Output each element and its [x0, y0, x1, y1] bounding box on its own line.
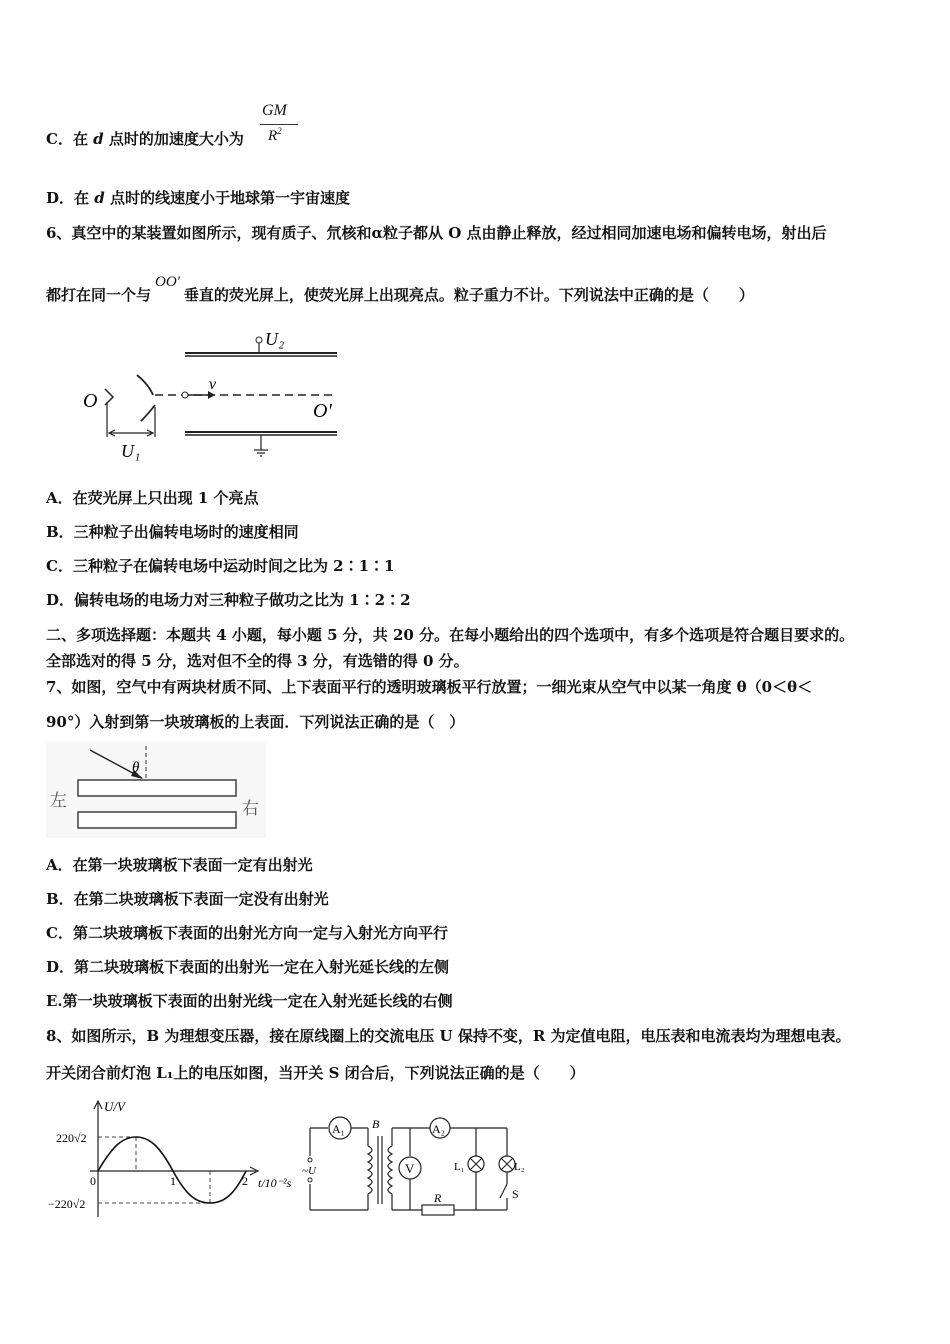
- q7-option-e: E.第一块玻璃板下表面的出射光线一定在入射光延长线的右侧: [46, 992, 453, 1010]
- peak-negative-label: −220√2: [48, 1197, 86, 1211]
- source-terminal-top: [308, 1158, 312, 1162]
- q6-stem-line2: 都打在同一个与OO'垂直的荧光屏上，使荧光屏上出现亮点。粒子重力不计。下列说法中正确的是（ ）: [46, 274, 754, 304]
- fraction-denominator: $R^2$: [268, 126, 282, 144]
- right-label: 右: [242, 799, 259, 818]
- u2-terminal: [256, 337, 262, 343]
- particle: [182, 392, 188, 398]
- v-meter-label: V: [405, 1161, 415, 1176]
- s-label: S: [512, 1187, 519, 1201]
- oo-prime-label: OO': [155, 274, 180, 290]
- source-bracket: [105, 389, 113, 405]
- a1-label: A₁: [332, 1122, 345, 1136]
- a2-label: A₂: [432, 1122, 445, 1136]
- secondary-coil: [388, 1146, 392, 1194]
- sine-wave: [98, 1137, 246, 1203]
- q6-stem-line1: 6、真空中的某装置如图所示，现有质子、氘核和α粒子都从 O 点由静止释放，经过相同加速电场和偏转电场，射出后: [46, 224, 827, 242]
- x-axis-label: t/10⁻²s: [258, 1176, 291, 1190]
- q6-accelerator-figure: [75, 325, 345, 470]
- theta-label: θ: [132, 760, 140, 776]
- q7-option-c: C．第二块玻璃板下表面的出射光方向一定与入射光方向平行: [46, 924, 448, 942]
- r-label: R: [434, 1191, 442, 1205]
- tick-1-label: 1: [170, 1174, 176, 1188]
- switch-s-blade: [500, 1184, 507, 1198]
- fraction-numerator: GM: [262, 102, 287, 119]
- u1-label: U₁: [121, 441, 141, 461]
- q8-stem-line2: 开关闭合前灯泡 L₁上的电压如图，当开关 S 闭合后，下列说法正确的是（ ）: [46, 1064, 585, 1082]
- q7-option-d: D．第二块玻璃板下表面的出射光一定在入射光延长线的左侧: [46, 958, 450, 976]
- accelerator-plate-1: [137, 375, 153, 395]
- u2-label: U₂: [265, 329, 285, 349]
- section2-line2: 全部选对的得 5 分，选对但不全的得 3 分，有选错的得 0 分。: [46, 652, 469, 670]
- section2-line1: 二、多项选择题：本题共 4 小题，每小题 5 分，共 20 分。在每小题给出的四个选项中，有多个选项是符合题目要求的。: [46, 626, 855, 644]
- q5-option-d: D．在 d 点时的线速度小于地球第一宇宙速度: [46, 189, 350, 207]
- q6-option-a: A．在荧光屏上只出现 1 个亮点: [46, 489, 259, 507]
- left-label: 左: [50, 791, 67, 810]
- q6-option-d: D．偏转电场的电场力对三种粒子做功之比为 1∶2∶2: [46, 591, 411, 609]
- q7-stem-line2: 90°）入射到第一块玻璃板的上表面．下列说法正确的是（ ）: [46, 713, 465, 731]
- o-prime-label: O': [313, 400, 332, 422]
- b-label: B: [372, 1117, 380, 1131]
- u-label: ~U: [302, 1165, 316, 1177]
- origin-label: 0: [90, 1174, 96, 1188]
- l1-label: L₁: [454, 1161, 465, 1173]
- glass-plate-1: [78, 780, 236, 796]
- glass-plate-2: [78, 812, 236, 828]
- peak-positive-label: 220√2: [56, 1131, 87, 1145]
- q8-transformer-circuit: [302, 1108, 532, 1220]
- q7-option-b: B．在第二块玻璃板下表面一定没有出射光: [46, 890, 329, 908]
- q5-option-c: C．在 d 点时的加速度大小为: [46, 130, 244, 148]
- q7-stem-line1: 7、如图，空气中有两块材质不同、上下表面平行的透明玻璃板平行放置；一细光束从空气中以某一角度 θ（0＜θ＜: [46, 678, 813, 696]
- tick-2-label: 2: [242, 1174, 248, 1188]
- source-terminal-bottom: [308, 1178, 312, 1182]
- q8-voltage-graph: [46, 1095, 291, 1225]
- q8-stem-line1: 8、如图所示，B 为理想变压器，接在原线圈上的交流电压 U 保持不变，R 为定值电阻，电压表和电流表均为理想电表。: [46, 1027, 851, 1045]
- q6-option-c: C．三种粒子在偏转电场中运动时间之比为 2∶1∶1: [46, 557, 395, 575]
- o-label: O: [83, 390, 98, 412]
- l2-label: L₂: [514, 1161, 525, 1173]
- resistor-r: [422, 1205, 454, 1215]
- fraction-bar: [260, 124, 298, 125]
- q7-glass-plates-figure: [46, 742, 266, 838]
- primary-coil: [368, 1146, 372, 1194]
- y-axis-label: U/V: [104, 1099, 125, 1114]
- v-label: v: [209, 376, 217, 393]
- accelerator-plate-2: [141, 405, 155, 421]
- q6-option-b: B．三种粒子出偏转电场时的速度相同: [46, 523, 299, 541]
- q7-option-a: A．在第一块玻璃板下表面一定有出射光: [46, 856, 313, 874]
